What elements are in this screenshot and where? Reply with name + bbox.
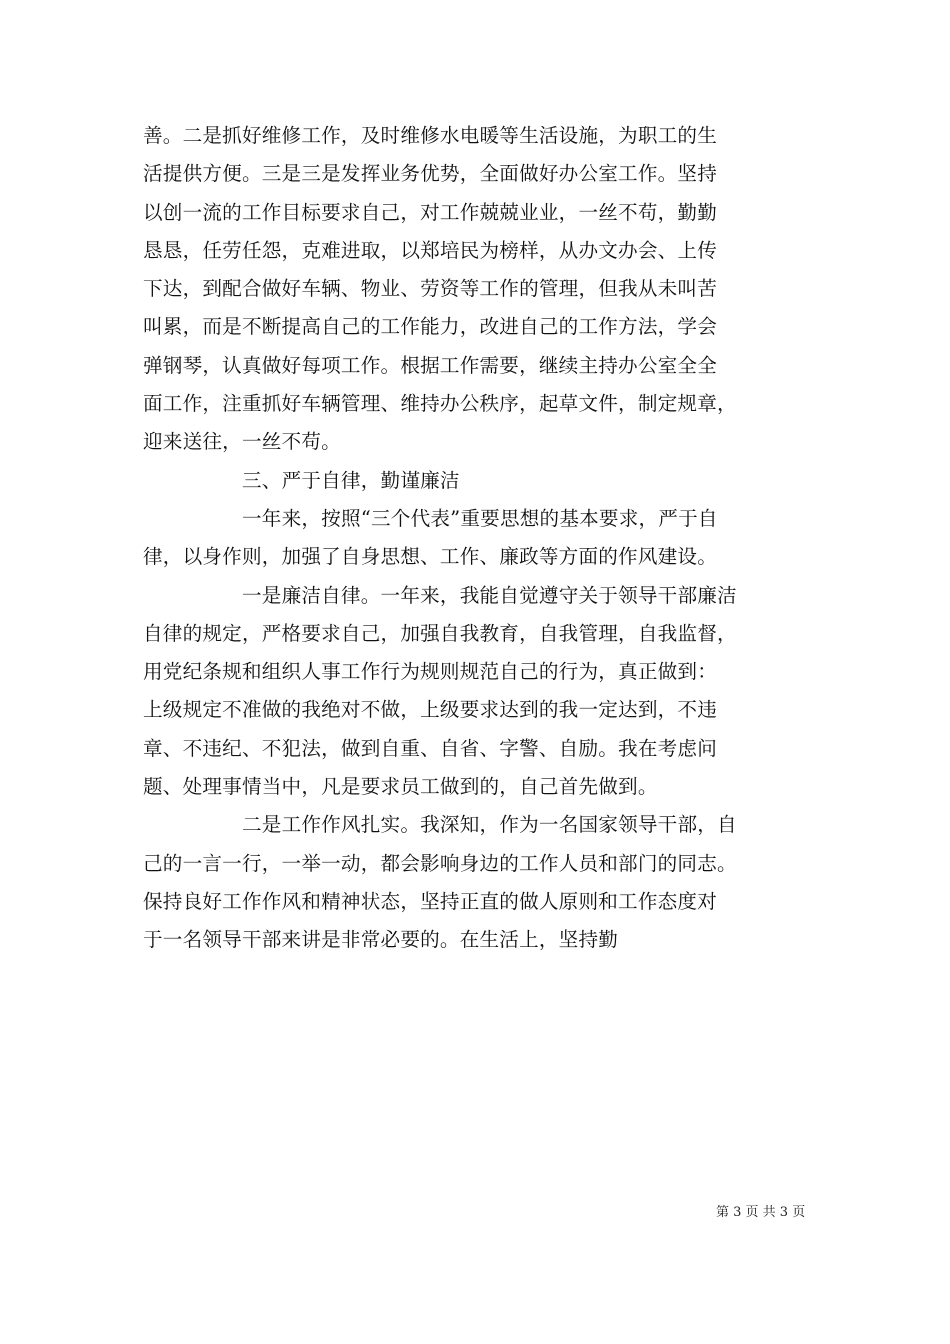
- text-line: 面工作，注重抓好车辆管理、维持办公秩序，起草文件，制定规章，: [143, 392, 737, 416]
- text-line: 己的一言一行，一举一动，都会影响身边的工作人员和部门的同志。: [143, 851, 737, 875]
- document-body: [143, 117, 833, 960]
- text-line: 律，以身作则，加强了自身思想、工作、廉政等方面的作风建设。: [143, 545, 718, 569]
- text-line: 自律的规定，严格要求自己，加强自我教育，自我管理，自我监督，: [143, 621, 737, 645]
- text-line: 用党纪条规和组织人事工作行为规则规范自己的行为，真正做到：: [143, 660, 718, 684]
- text-line: 上级规定不准做的我绝对不做，上级要求达到的我一定达到，不违: [143, 698, 718, 722]
- text-line: 于一名领导干部来讲是非常必要的。在生活上，坚持勤: [143, 928, 619, 952]
- text-line: 下达，到配合做好车辆、物业、劳资等工作的管理，但我从未叫苦: [143, 277, 718, 301]
- text-line: 题、处理事情当中，凡是要求员工做到的，自己首先做到。: [143, 775, 658, 799]
- text-line: 叫累，而是不断提高自己的工作能力，改进自己的工作方法，学会: [143, 315, 718, 339]
- paragraph-start-line: 一年来，按照“三个代表”重要思想的基本要求，严于自: [242, 506, 718, 530]
- paragraph-start-line: 二是工作作风扎实。我深知，作为一名国家领导干部，自: [242, 813, 737, 837]
- page-number-footer: 第 3 页 共 3 页: [716, 1205, 806, 1220]
- text-line: 迎来送往，一丝不苟。: [143, 430, 341, 454]
- text-line: 以创一流的工作目标要求自己，对工作兢兢业业，一丝不苟，勤勤: [143, 200, 718, 224]
- text-line: 善。二是抓好维修工作，及时维修水电暖等生活设施，为职工的生: [143, 124, 718, 147]
- text-line: 恳恳，任劳任怨，克难进取，以郑培民为榜样，从办文办会、上传: [143, 238, 718, 262]
- text-line: 活提供方便。三是三是发挥业务优势，全面做好办公室工作。坚持: [143, 162, 718, 186]
- section-heading: 三、严于自律，勤谨廉洁: [242, 468, 460, 492]
- text-line: 章、不违纪、不犯法，做到自重、自省、字警、自励。我在考虑问: [143, 736, 718, 760]
- paragraph-start-line: 一是廉洁自律。一年来，我能自觉遵守关于领导干部廉洁: [242, 583, 737, 607]
- text-line: 弹钢琴，认真做好每项工作。根据工作需要，继续主持办公室全全: [143, 353, 718, 377]
- text-line: 保持良好工作作风和精神状态，坚持正直的做人原则和工作态度对: [143, 889, 718, 913]
